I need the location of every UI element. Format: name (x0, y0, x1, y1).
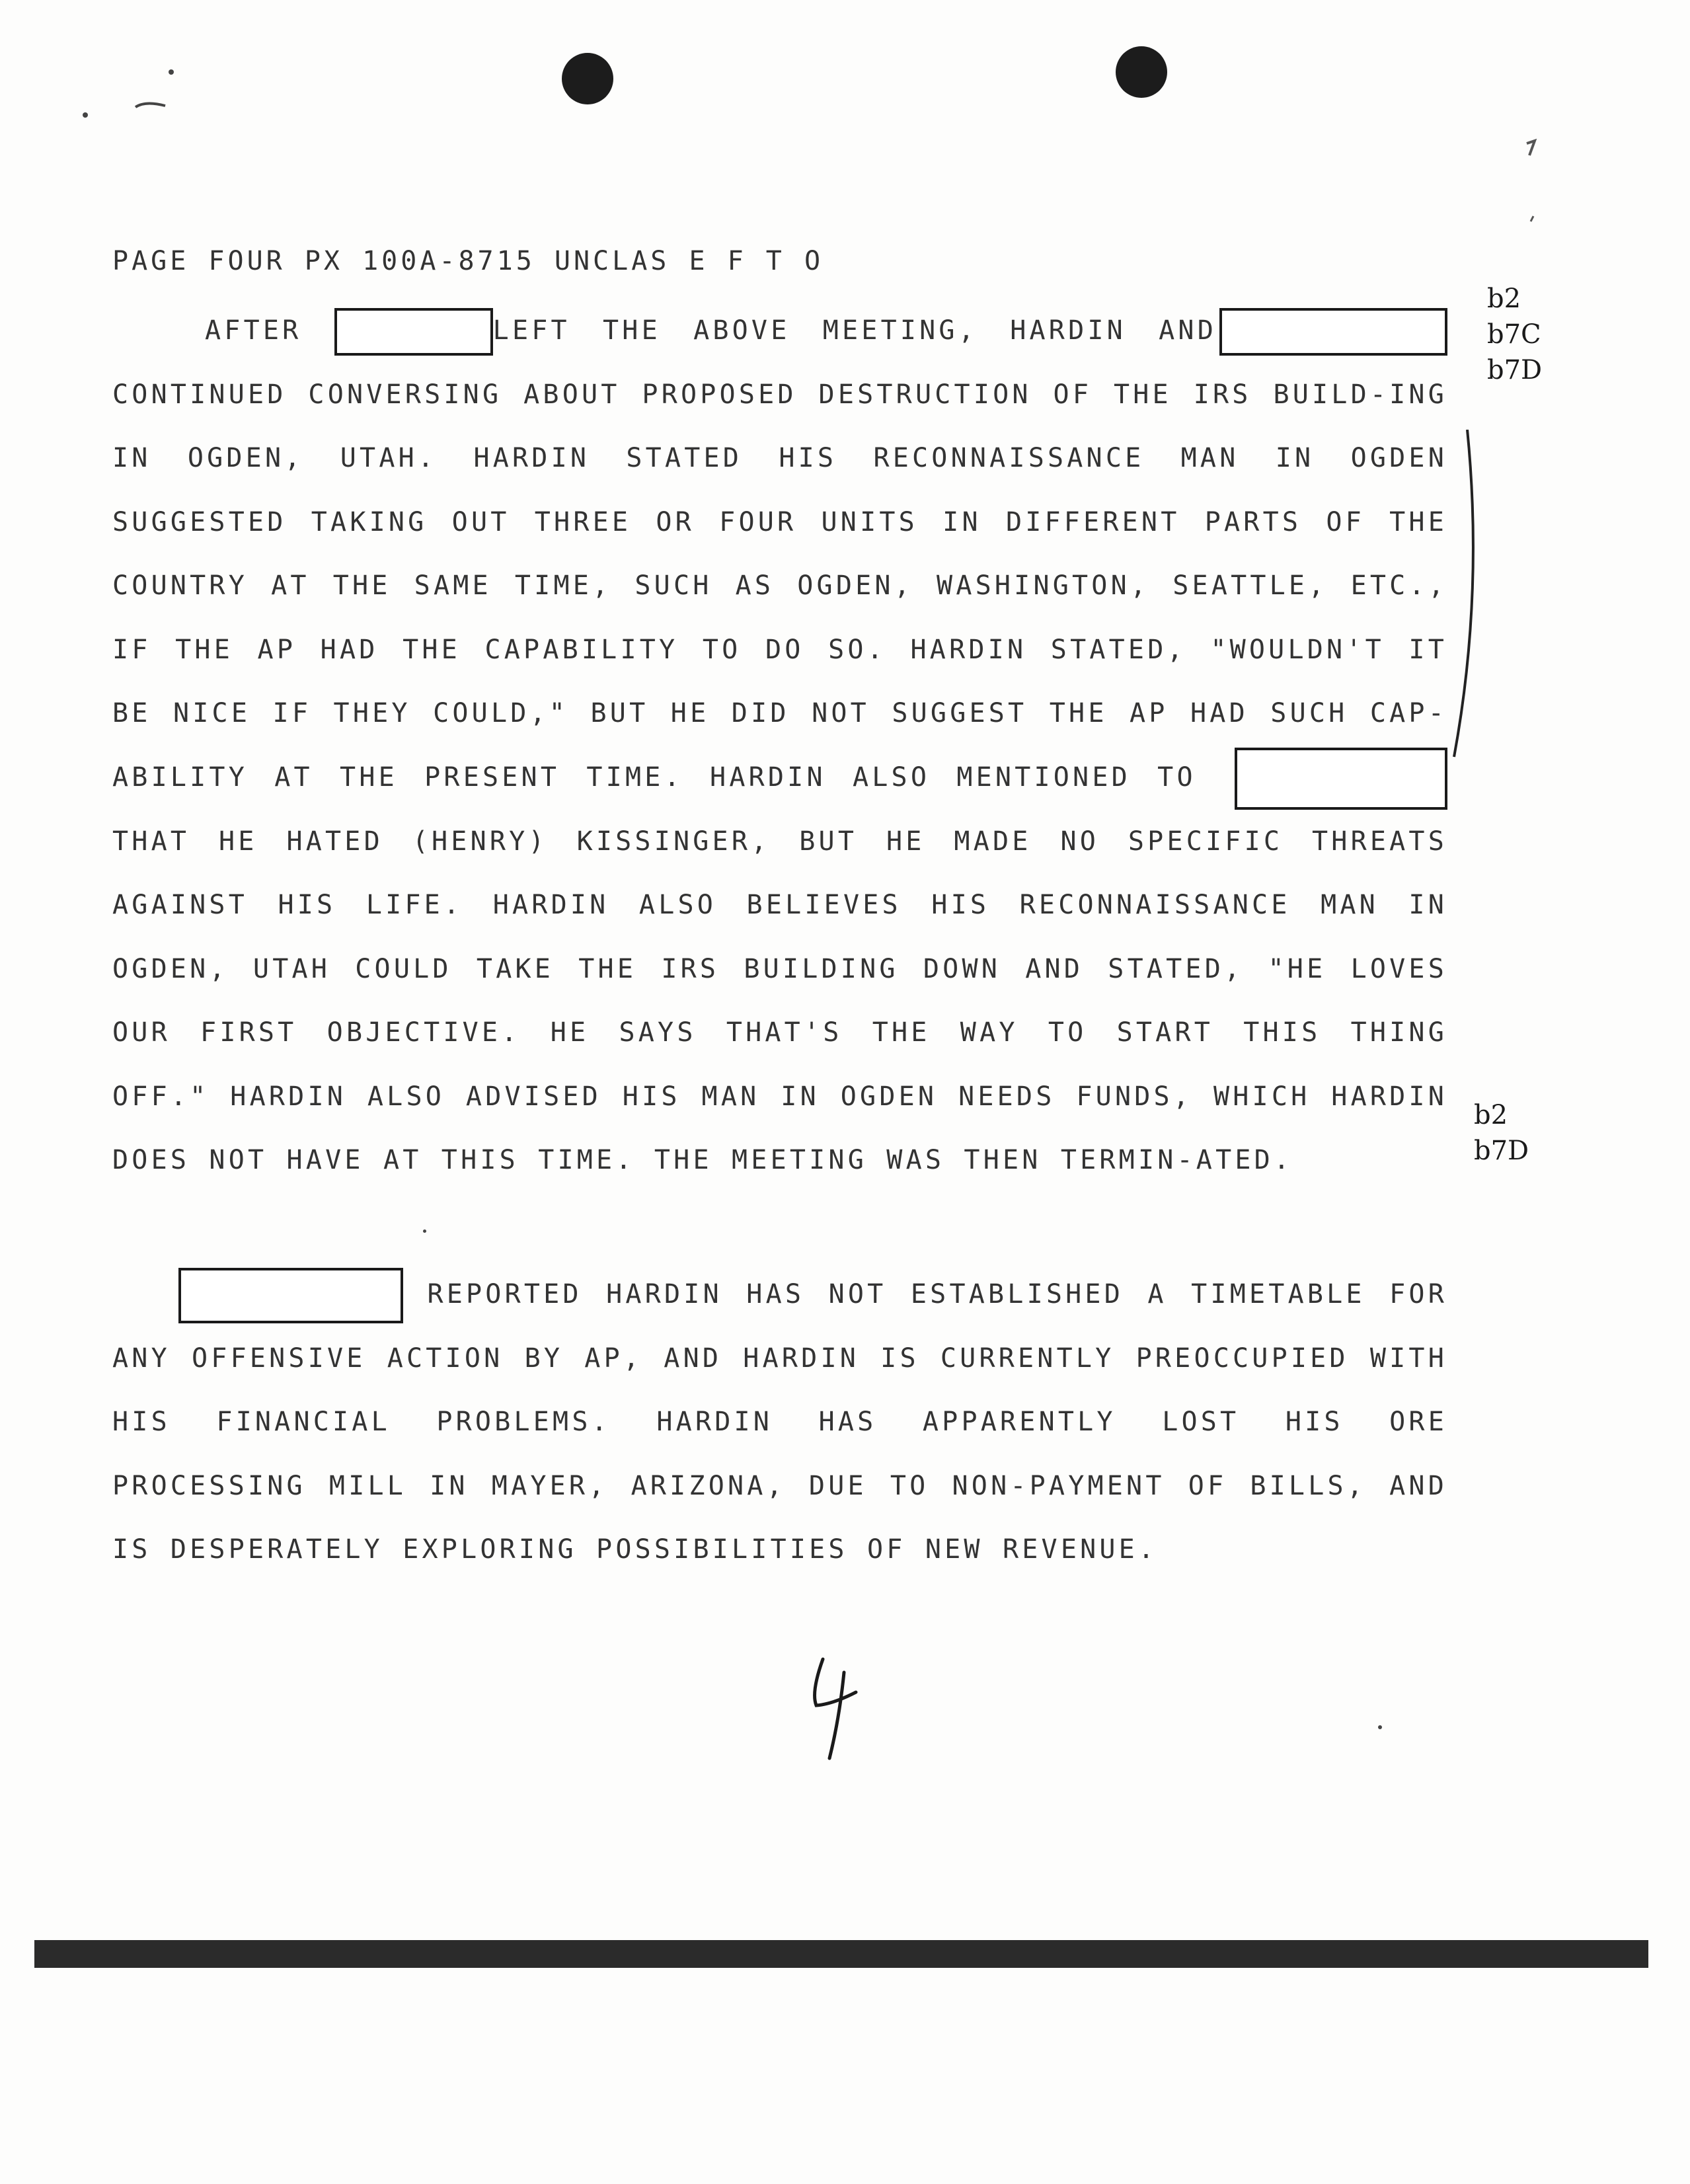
exemption-codes-bottom (1474, 1097, 1529, 1169)
redaction-box (1235, 748, 1447, 810)
punch-hole-left (562, 53, 613, 104)
paragraph-1-part-2: LEFT THE ABOVE MEETING, HARDIN AND (492, 315, 1217, 346)
exemption-codes-top (1487, 281, 1542, 388)
margin-mark (1520, 136, 1547, 228)
exemption-code: b7C (1487, 319, 1541, 350)
redaction-box (334, 308, 493, 356)
redaction-box (178, 1268, 403, 1323)
paragraph-1 (112, 299, 1447, 1192)
exemption-code: b2 (1474, 1100, 1508, 1130)
handwritten-page-number (803, 1653, 863, 1765)
redaction-bracket (1428, 430, 1480, 760)
paragraph-2-part-1: REPORTED HARDIN HAS NOT ESTABLISHED A TIMETABLE FOR ANY OFFENSIVE ACTION BY AP, AND HARDIN IS CURRENTLY PREOCCUPIED WITH HIS FINANCIAL PROBLEMS. HARDIN HAS APPARENTLY LOST HIS ORE PROCESSING MILL IN MAYER, ARIZONA, DUE TO NON-PAYMENT OF BILLS, AND IS DESPERATELY EXPLORING POSSIBILITIES OF NEW REVENUE. (112, 1279, 1447, 1565)
paragraph-1-part-3: CONTINUED CONVERSING ABOUT PROPOSED DESTRUCTION OF THE IRS BUILD-ING IN OGDEN, UTAH. HARDIN STATED HIS RECONNAISSANCE MAN IN OGDEN SUGGESTED TAKING OUT THREE OR FOUR UNITS IN DIFFERENT PARTS OF THE COUNTRY AT THE SAME TIME, SUCH AS OGDEN, WASHINGTON, SEATTLE, ETC., IF THE AP HAD THE CAPABILITY TO DO SO. HARDIN STATED, "WOULDN'T IT BE NICE IF THEY COULD," BUT HE DID NOT SUGGEST THE AP HAD SUCH CAP-ABILITY AT THE PRESENT TIME. HARDIN ALSO MENTIONED TO (112, 379, 1447, 793)
exemption-code: b7D (1487, 355, 1543, 385)
paragraph-1-part-1: AFTER (205, 315, 302, 346)
scan-speck (423, 1229, 426, 1233)
teletype-header: PAGE FOUR PX 100A-8715 UNCLAS E F T O (112, 246, 824, 276)
exemption-code: b2 (1487, 284, 1521, 314)
paragraph-2 (112, 1263, 1447, 1582)
stray-pen-mark (73, 66, 192, 132)
paragraph-1-part-4: THAT HE HATED (HENRY) KISSINGER, BUT HE MADE NO SPECIFIC THREATS AGAINST HIS LIFE. HARDIN ALSO BELIEVES HIS RECONNAISSANCE MAN IN OGDEN, UTAH COULD TAKE THE IRS BUILDING DOWN AND STATED, "HE LOVES OUR FIRST OBJECTIVE. HE SAYS THAT'S THE WAY TO START THIS THING OFF." HARDIN ALSO ADVISED HIS MAN IN OGDEN NEEDS FUNDS, WHICH HARDIN DOES NOT HAVE AT THIS TIME. THE MEETING WAS THEN TERMIN-ATED. (112, 826, 1447, 1175)
redaction-box (1219, 308, 1447, 356)
scan-speck (1378, 1725, 1382, 1729)
scan-bottom-bar (34, 1940, 1648, 1968)
punch-hole-right (1116, 46, 1167, 98)
exemption-code: b7D (1474, 1136, 1529, 1166)
